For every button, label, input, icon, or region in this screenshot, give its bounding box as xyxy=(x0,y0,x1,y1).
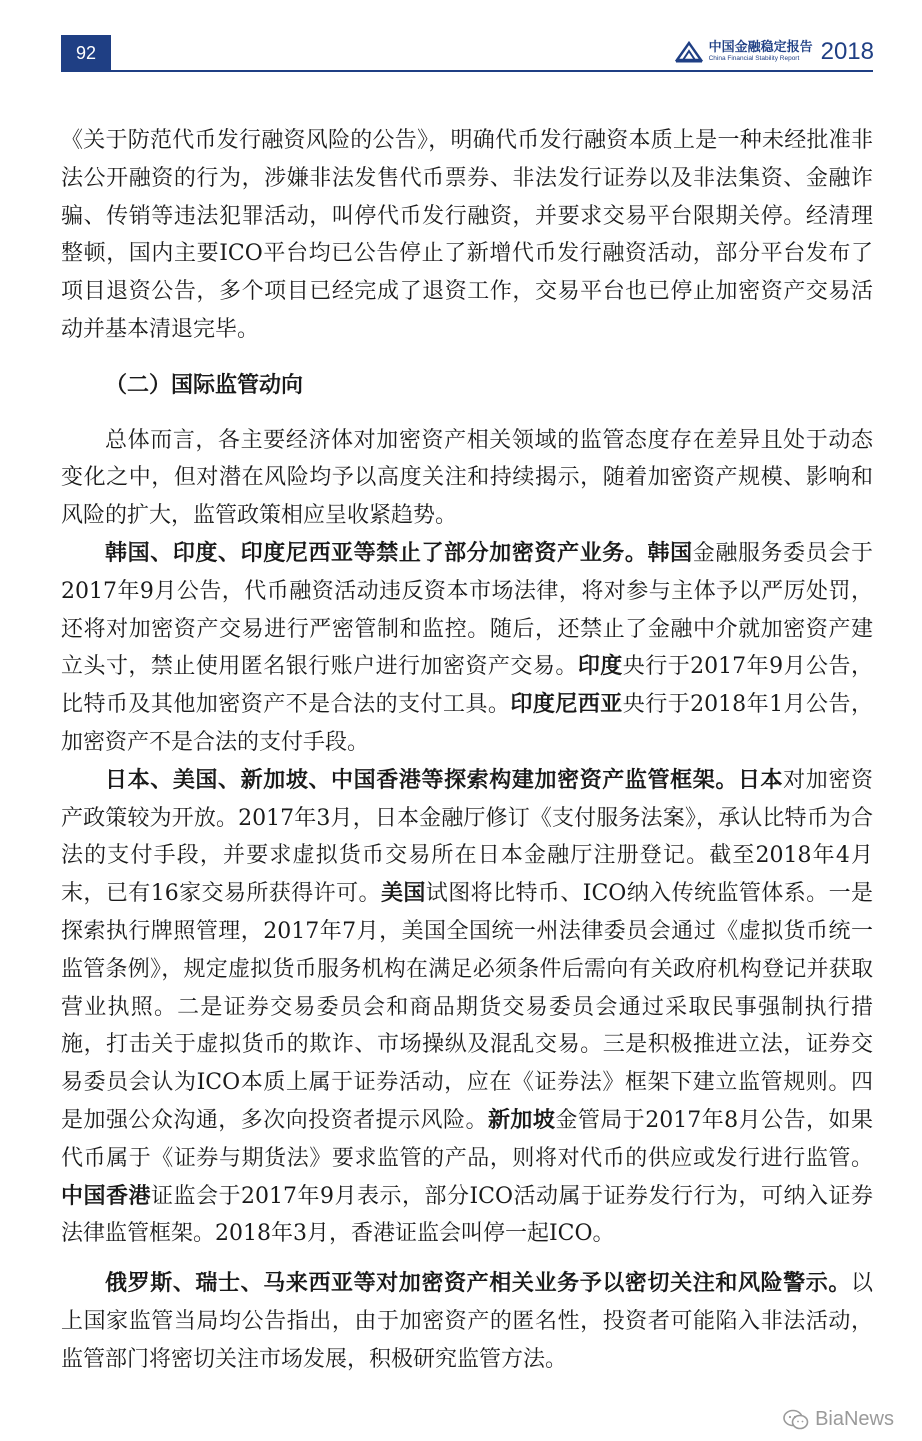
report-year: 2018 xyxy=(820,38,874,65)
p5-lead: 俄罗斯、瑞士、马来西亚等对加密资产相关业务予以密切关注和风险警示。 xyxy=(105,1271,851,1297)
report-title-cn: 中国金融稳定报告 xyxy=(708,40,813,56)
p3-lead: 韩国、印度、印度尼西亚等禁止了部分加密资产业务。 xyxy=(105,540,648,566)
p4-japan: 日本 xyxy=(737,767,784,793)
header-rule xyxy=(61,70,873,72)
page-number-badge xyxy=(61,35,111,71)
p4-text-3: 金管局于2017年8月公告，如果代币属于《证券与期货法》要求监管的产品，则将对代币的供应或发行进行监管。 xyxy=(61,1107,873,1171)
p3-india: 印度 xyxy=(577,654,623,680)
p3-text-3: 央行于2018年1月公告，加密资产不是合法的支付手段。 xyxy=(61,692,873,755)
wechat-icon xyxy=(783,1409,809,1431)
p3-korea: 韩国 xyxy=(647,540,693,566)
watermark-text: BiaNews xyxy=(815,1408,894,1430)
paragraph-3 xyxy=(61,535,873,762)
p3-indonesia: 印度尼西亚 xyxy=(510,692,623,718)
page-number: 92 xyxy=(75,42,97,63)
p3-text-2: 央行于2017年9月公告，比特币及其他加密资产不是合法的支付工具。 xyxy=(61,654,873,718)
watermark xyxy=(783,1408,894,1431)
report-title-en: China Financial Stability Report xyxy=(708,55,800,63)
p4-text-1: 对加密资产政策较为开放。2017年3月，日本金融厅修订《支付服务法案》，承认比特币为合法的支付手段，并要求虚拟货币交易所在日本金融厅注册登记。截至2018年4月末，已有16家交易所获得许可。 xyxy=(61,767,873,907)
p4-text-4: 证监会于2017年9月表示，部分ICO活动属于证券发行行为，可纳入证券法律监管框架。2018年3月，香港证监会叫停一起ICO。 xyxy=(61,1183,873,1247)
paragraph-2: 总体而言，各主要经济体对加密资产相关领域的监管态度存在差异且处于动态变化之中，但对潜在风险均予以高度关注和持续揭示，随着加密资产规模、影响和风险的扩大，监管政策相应呈收紧趋势。 xyxy=(61,427,873,529)
p4-singapore: 新加坡 xyxy=(487,1107,556,1133)
p5-text-1: 以上国家监管当局均公告指出，由于加密资产的匿名性，投资者可能陷入非法活动，监管部门将密切关注市场发展，积极研究监管方法。 xyxy=(61,1271,873,1372)
paragraph-4 xyxy=(61,762,873,1253)
p4-text-2: 试图将比特币、ICO纳入传统监管体系。一是探索执行牌照管理，2017年7月，美国全国统一州法律委员会通过《虚拟货币统一监管条例》，规定虚拟货币服务机构在满足必须条件后需向有关政府机构登记并获取营业执照。二是证券交易委员会和商品期货交易委员会通过采取民事强制执行措施，打击关于虚拟货币的欺诈、市场操纵及混乱交易。三是积极推进立法，证券交易委员会认为ICO本质上属于证券活动，应在《证券法》框架下建立监管规则。四是加强公众沟通，多次向投资者提示风险。 xyxy=(61,881,873,1133)
p4-hongkong: 中国香港 xyxy=(61,1183,151,1209)
section-heading: （二）国际监管动向 xyxy=(105,372,304,398)
report-logo-icon xyxy=(675,40,703,64)
paragraph-5 xyxy=(61,1265,873,1378)
report-header xyxy=(675,37,874,67)
p4-usa: 美国 xyxy=(380,881,426,907)
p4-lead: 日本、美国、新加坡、中国香港等探索构建加密资产监管框架。 xyxy=(105,767,738,793)
body-content xyxy=(61,122,873,1379)
p3-text-1: 金融服务委员会于2017年9月公告，代币融资活动违反资本市场法律，将对参与主体予以严厉处罚，还将对加密资产交易进行严密管制和监控。随后，还禁止了金融中介就加密资产建立头寸，禁止使用匿名银行账户进行加密资产交易。 xyxy=(61,540,873,680)
paragraph-1: 《关于防范代币发行融资风险的公告》，明确代币发行融资本质上是一种未经批准非法公开融资的行为，涉嫌非法发售代币票券、非法发行证券以及非法集资、金融诈骗、传销等违法犯罪活动，叫停代币发行融资，并要求交易平台限期关停。经清理整顿，国内主要ICO平台均已公告停止了新增代币发行融资活动，部分平台发布了项目退资公告，多个项目已经完成了退资工作，交易平台也已停止加密资产交易活动并基本清退完毕。 xyxy=(61,128,873,342)
